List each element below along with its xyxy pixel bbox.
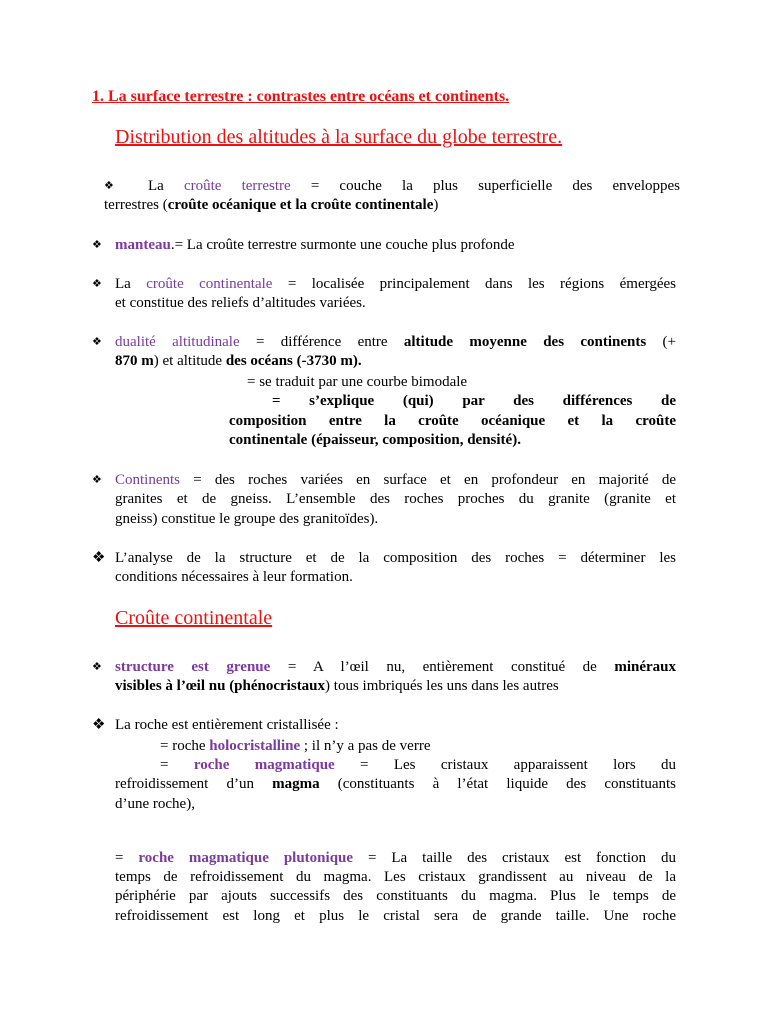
p8-line1: La roche est entièrement cristallisée : — [115, 717, 339, 733]
p9-line3: périphérie par ajouts successifs des constituants du magma. Plus le temps de — [115, 888, 676, 904]
subtitle-altitudes: Distribution des altitudes à la surface du globe terrestre. — [115, 126, 563, 148]
p5-line1: Continents = des roches variées en surface et en profondeur en majorité de — [115, 472, 676, 488]
p9-line2: temps de refroidissement du magma. Les cristaux grandissent au niveau de la — [115, 869, 676, 885]
bullet-icon: ❖ — [92, 278, 102, 290]
p4-line6: continentale (épaisseur, composition, densité). — [229, 432, 521, 448]
p5-line2: granites et de gneiss. L’ensemble des roches proches du granite (granite et — [115, 491, 676, 507]
p8-line3: = roche magmatique = Les cristaux apparaissent lors du — [160, 757, 676, 773]
p6-line2: conditions nécessaires à leur formation. — [115, 569, 353, 585]
bullet-icon: ❖ — [92, 474, 102, 486]
p5-line3: gneiss) constitue le groupe des granitoïdes). — [115, 511, 379, 527]
p3-line2: et constitue des reliefs d’altitudes variées. — [115, 295, 366, 311]
p1-line2: terrestres (croûte océanique et la croûte continentale) — [104, 197, 439, 213]
p4-line2: 870 m) et altitude des océans (-3730 m). — [115, 353, 362, 369]
bullet-icon: ❖ — [104, 180, 114, 192]
bullet-icon: ❖ — [92, 550, 106, 566]
p4-line1: dualité altitudinale = différence entre altitude moyenne des continents (+ — [115, 334, 676, 350]
p2-line1: manteau.= La croûte terrestre surmonte une couche plus profonde — [115, 237, 515, 253]
p9-line1: = roche magmatique plutonique = La taille des cristaux est fonction du — [115, 850, 676, 866]
bullet-icon: ❖ — [92, 336, 102, 348]
p7-line1: structure est grenue = A l’œil nu, entièrement constitué de minéraux — [115, 659, 677, 675]
p1-line1: La croûte terrestre = couche la plus superficielle des enveloppes — [148, 178, 680, 194]
bullet-icon: ❖ — [92, 239, 102, 251]
p8-line2: = roche holocristalline ; il n’y a pas de verre — [160, 738, 431, 754]
p4-line3: = se traduit par une courbe bimodale — [247, 374, 468, 390]
p6-line1: L’analyse de la structure et de la composition des roches = déterminer les — [115, 550, 676, 566]
p9-line4: refroidissement est long et plus le cristal sera de grande taille. Une roche — [115, 908, 676, 924]
p4-line5: composition entre la croûte océanique et la croûte — [229, 413, 676, 429]
p3-line1: La croûte continentale = localisée principalement dans les régions émergées — [115, 276, 676, 292]
p8-line4: refroidissement d’un magma (constituants à l’état liquide des constituants — [115, 776, 676, 792]
section-title: 1. La surface terrestre : contrastes entre océans et continents. — [92, 88, 510, 105]
bullet-icon: ❖ — [92, 661, 102, 673]
p4-line4: = s’explique (qui) par des différences de — [272, 393, 676, 409]
p8-line5: d’une roche), — [115, 796, 195, 812]
bullet-icon: ❖ — [92, 717, 106, 733]
p7-line2: visibles à l’œil nu (phénocristaux) tous imbriqués les uns dans les autres — [115, 678, 559, 694]
subtitle-croute-continentale: Croûte continentale — [115, 607, 273, 629]
